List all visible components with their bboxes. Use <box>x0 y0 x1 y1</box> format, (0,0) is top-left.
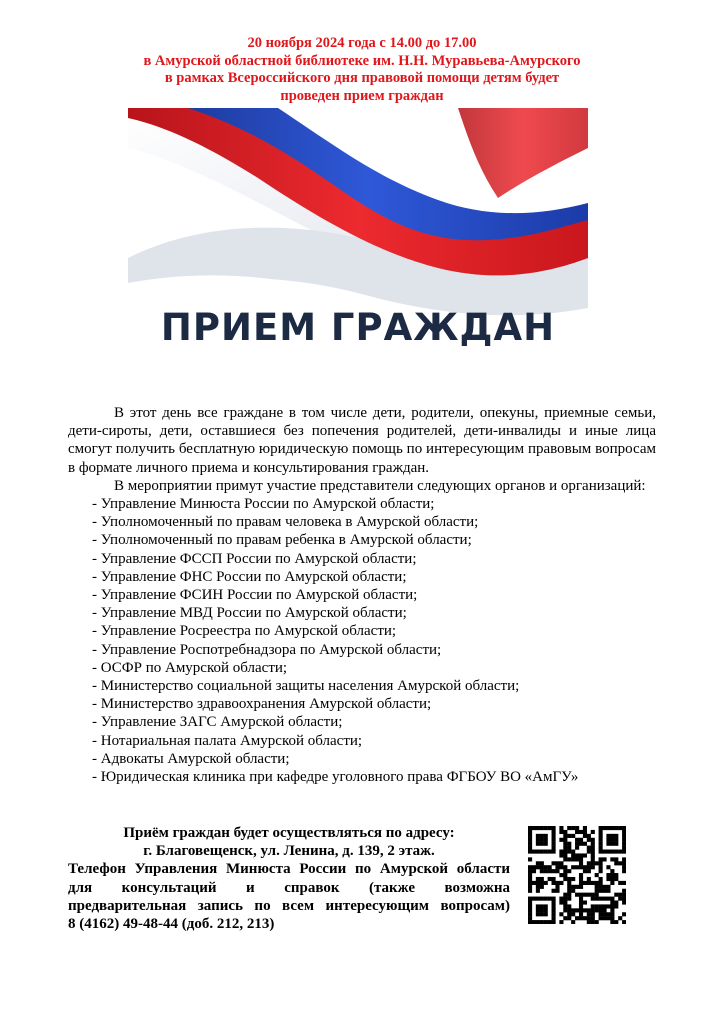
qr-code-icon[interactable] <box>528 826 626 924</box>
list-item: - Министерство социальной защиты населения Амурской области; <box>92 678 520 695</box>
list-item: - Управление ЗАГС Амурской области; <box>92 714 343 731</box>
phone-org-line: Телефон Управления Минюста России по Амурской области <box>68 861 510 878</box>
list-item: - Управление Минюста России по Амурской области; <box>92 496 435 513</box>
phone-purpose-line: для консультаций и справок (также возможна <box>68 879 510 896</box>
list-item: - Министерство здравоохранения Амурской области; <box>92 696 432 713</box>
banner-image <box>128 108 588 390</box>
organizations-list <box>68 495 656 786</box>
list-item: - Управление Росреестра по Амурской области; <box>92 623 397 640</box>
header-venue-line: в Амурской областной библиотеке им. Н.Н. Муравьева-Амурского <box>143 52 581 69</box>
header-date-line: 20 ноября 2024 года с 14.00 до 17.00 <box>247 35 477 51</box>
list-item: - Уполномоченный по правам ребенка в Амурской области; <box>92 532 472 549</box>
list-item: - Управление МВД России по Амурской области; <box>92 605 407 622</box>
list-item: - Управление Роспотребнадзора по Амурской области; <box>92 641 442 658</box>
address: г. Благовещенск, ул. Ленина, д. 139, 2 этаж. <box>143 843 435 860</box>
list-item: - ОСФР по Амурской области; <box>92 659 288 676</box>
phone-number: 8 (4162) 49-48-44 (доб. 212, 213) <box>68 916 275 933</box>
list-item: - Управление ФСИН России по Амурской области; <box>92 587 418 604</box>
header-reception-line: проведен прием граждан <box>280 87 444 104</box>
address-intro: Приём граждан будет осуществляться по адресу: <box>123 825 455 841</box>
list-item: - Уполномоченный по правам человека в Амурской области; <box>92 514 479 531</box>
list-item: - Управление ФНС России по Амурской области; <box>92 568 407 585</box>
phone-booking-line: предварительная запись по всем интересующим вопросам) <box>68 897 510 914</box>
list-item: - Юридическая клиника при кафедре уголовного права ФГБОУ ВО «АмГУ» <box>92 769 579 786</box>
qr-code-graphic <box>528 826 626 924</box>
list-item: - Нотариальная палата Амурской области; <box>92 732 363 749</box>
header-event-line: в рамках Всероссийского дня правовой помощи детям будет <box>164 70 560 86</box>
participants-paragraph: В мероприятии примут участие представители следующих органов и организаций: <box>114 477 646 494</box>
intro-paragraph: В этот день все граждане в том числе дети, родители, опекуны, приемные семьи, дети-сироты, дети, оставшиеся без попечения родителей, дети-инвалиды и иные лица смогут получить бесплатную юридическую помощь по интересующим правовым вопросам в формате личного приема и консультирования граждан. <box>68 405 656 476</box>
contact-info <box>68 824 510 933</box>
main-text <box>68 404 656 786</box>
announcement-header <box>60 35 664 105</box>
list-item: - Управление ФССП России по Амурской области; <box>92 550 417 567</box>
banner-title: ПРИЕМ ГРАЖДАН <box>160 306 556 349</box>
list-item: - Адвокаты Амурской области; <box>92 750 290 767</box>
